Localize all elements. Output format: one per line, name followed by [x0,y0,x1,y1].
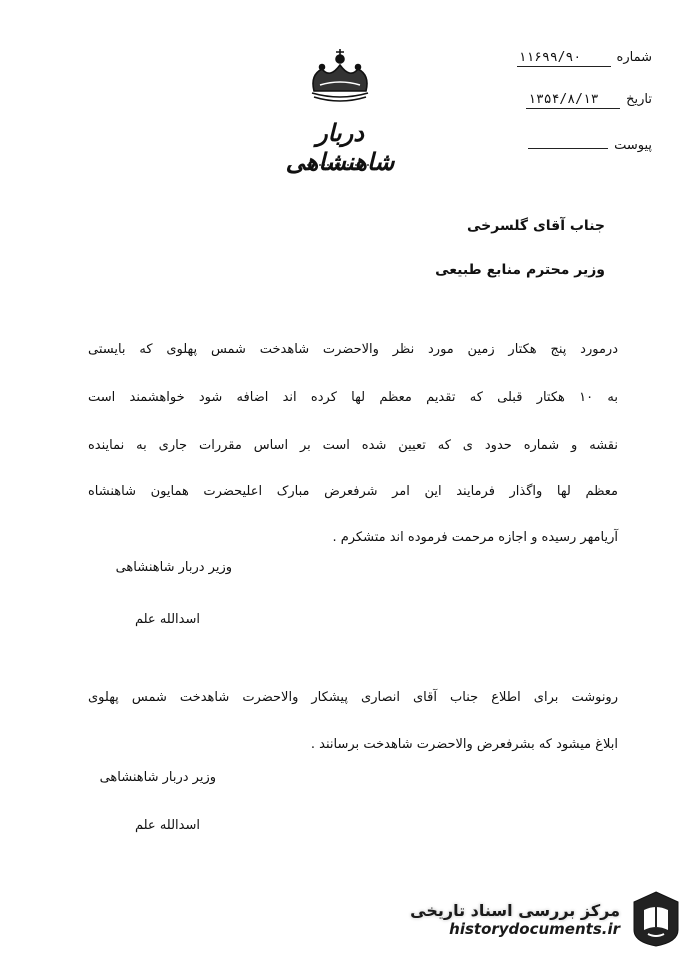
copy-line-1: رونوشت برای اطلاع جناب آقای انصاری پیشکار والاحضرت شاهدخت شمس پهلوی [88,690,618,705]
attachment-blank [528,148,608,149]
watermark-url: historydocuments.ir [449,919,620,938]
date-value: ۱۳۵۴/۸/۱۳ [526,92,620,109]
attachment-field [528,138,652,153]
body-line-2: به ۱۰ هکتار قبلی که تقدیم معظم لها کرده اند اضافه شود خواهشمند است [88,390,618,405]
signatory-title-2: وزیر دربار شاهنشاهی [99,770,216,785]
body-line-5: آریامهر رسیده و اجازه مرحمت فرموده اند متشکرم . [332,530,618,545]
body-line-4: معظم لها واگذار فرمایند این امر شرفعرض مبارک اعلیحضرت همایون شاهنشاه [88,484,618,499]
addressee-title: وزیر محترم منابع طبیعی [435,262,605,278]
body-line-3: نقشه و شماره حدود ی که تعیین شده است بر اساس مقررات جاری به نماینده [88,438,618,453]
date-field [526,92,652,109]
signatory-name-1: اسدالله علم [134,612,200,627]
body-line-1: درمورد پنج هکتار زمین مورد نظر والاحضرت شاهدخت شمس پهلوی که بایستی [88,342,618,357]
signatory-title-1: وزیر دربار شاهنشاهی [115,560,232,575]
addressee-name: جناب آقای گلسرخی [467,218,605,234]
attachment-label: پیوست [614,138,652,153]
watermark-title: مرکز بررسی اسناد تاریخی [410,900,620,920]
number-label: شماره [616,50,652,65]
title-divider [305,162,375,168]
crown-emblem-icon [300,45,380,105]
archive-logo-icon [630,890,682,948]
number-field [517,50,652,67]
archive-watermark [410,888,682,950]
copy-line-2: ابلاغ میشود که بشرفعرض والاحضرت شاهدخت برسانند . [310,737,618,752]
signatory-name-2: اسدالله علم [134,818,200,833]
date-label: تاریخ [626,92,652,107]
number-value: ۱۱۶۹۹/۹۰ [517,50,611,67]
court-title: دربار شاهنشاهی [285,118,395,176]
